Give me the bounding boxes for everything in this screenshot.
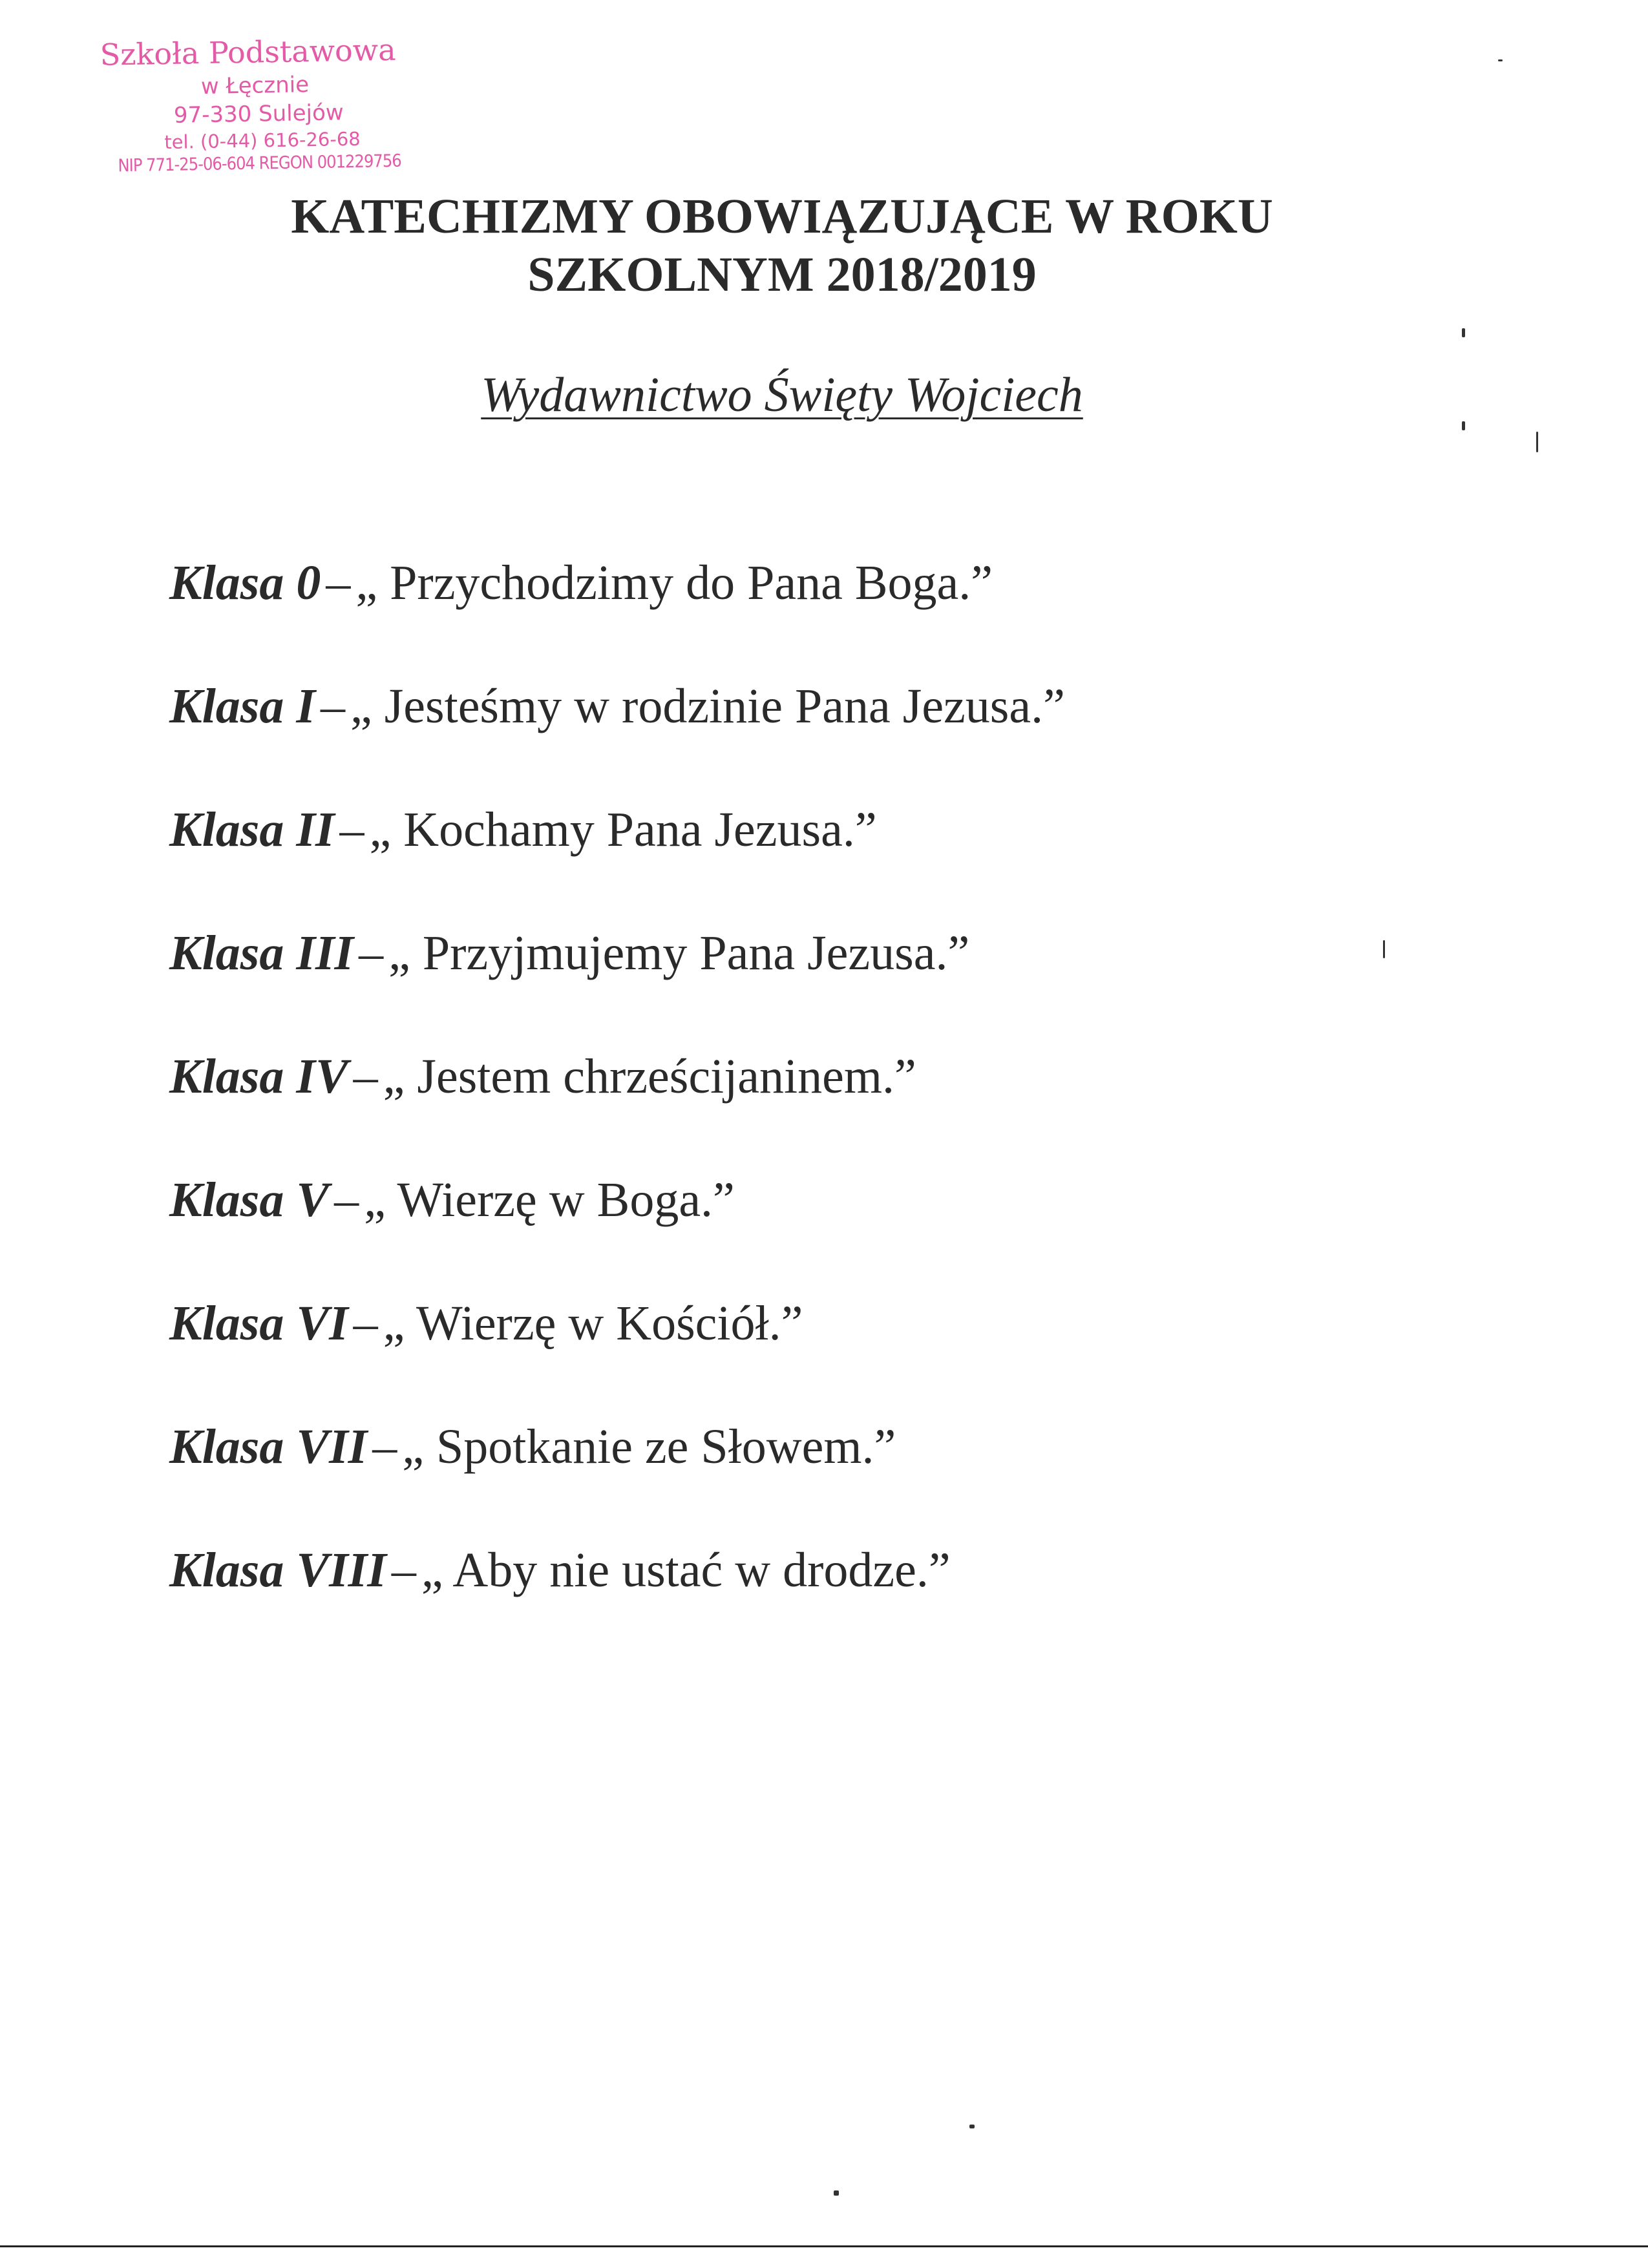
list-item xyxy=(169,921,1065,1044)
class-name: Klasa V xyxy=(169,1173,330,1227)
class-name: Klasa 0 xyxy=(169,556,321,610)
dash: – xyxy=(339,803,364,857)
list-item xyxy=(169,551,1065,674)
book-title: „ Wierzę w Kościół.” xyxy=(383,1296,803,1350)
stamp-postal-address: 97-330 Sulejów xyxy=(173,100,344,129)
dash: – xyxy=(320,679,345,733)
document-title-line-1: KATECHIZMY OBOWIĄZUJĄCE W ROKU xyxy=(291,189,1273,244)
class-name: Klasa VII xyxy=(169,1420,368,1474)
catechism-list xyxy=(169,551,1065,1661)
dash: – xyxy=(359,926,384,980)
publisher-heading: Wydawnictwo Święty Wojciech xyxy=(481,368,1083,422)
school-stamp xyxy=(76,29,480,178)
stamp-tax-ids: NIP 771-25-06-604 REGON 001229756 xyxy=(118,151,402,176)
list-item xyxy=(169,1414,1065,1538)
list-item xyxy=(169,674,1065,797)
dash: – xyxy=(353,1049,378,1104)
scan-speck xyxy=(969,2125,975,2128)
book-title: „ Jesteśmy w rodzinie Pana Jezusa.” xyxy=(350,679,1065,733)
book-title: „ Przychodzimy do Pana Boga.” xyxy=(355,556,993,610)
bottom-rule xyxy=(0,2245,1648,2247)
stamp-locality: w Łęcznie xyxy=(200,72,310,100)
class-name: Klasa III xyxy=(169,926,354,980)
list-item xyxy=(169,1168,1065,1291)
document-title-line-2: SZKOLNYM 2018/2019 xyxy=(527,247,1037,302)
scan-speck xyxy=(1498,59,1503,61)
scan-speck xyxy=(834,2190,839,2196)
dash: – xyxy=(326,556,351,610)
stamp-school-name: Szkoła Podstawowa xyxy=(100,32,396,72)
dash: – xyxy=(334,1173,359,1227)
dash: – xyxy=(391,1543,416,1597)
class-name: Klasa VIII xyxy=(169,1543,386,1597)
book-title: „ Wierzę w Boga.” xyxy=(364,1173,735,1227)
list-item xyxy=(169,1044,1065,1168)
book-title: „ Aby nie ustać w drodze.” xyxy=(421,1543,951,1597)
list-item xyxy=(169,797,1065,921)
scan-speck xyxy=(1462,328,1465,337)
scan-speck xyxy=(1536,432,1538,452)
book-title: „ Przyjmujemy Pana Jezusa.” xyxy=(388,926,970,980)
scan-speck xyxy=(1462,421,1465,430)
book-title: „ Kochamy Pana Jezusa.” xyxy=(369,803,877,857)
class-name: Klasa I xyxy=(169,679,315,733)
class-name: Klasa IV xyxy=(169,1049,348,1104)
class-name: Klasa VI xyxy=(169,1296,348,1350)
dash: – xyxy=(353,1296,378,1350)
list-item xyxy=(169,1538,1065,1661)
scan-speck xyxy=(1383,940,1385,958)
dash: – xyxy=(372,1420,397,1474)
list-item xyxy=(169,1291,1065,1414)
class-name: Klasa II xyxy=(169,803,335,857)
book-title: „ Jestem chrześcijaninem.” xyxy=(383,1049,916,1104)
stamp-phone: tel. (0-44) 616-26-68 xyxy=(164,127,361,154)
book-title: „ Spotkanie ze Słowem.” xyxy=(402,1420,896,1474)
